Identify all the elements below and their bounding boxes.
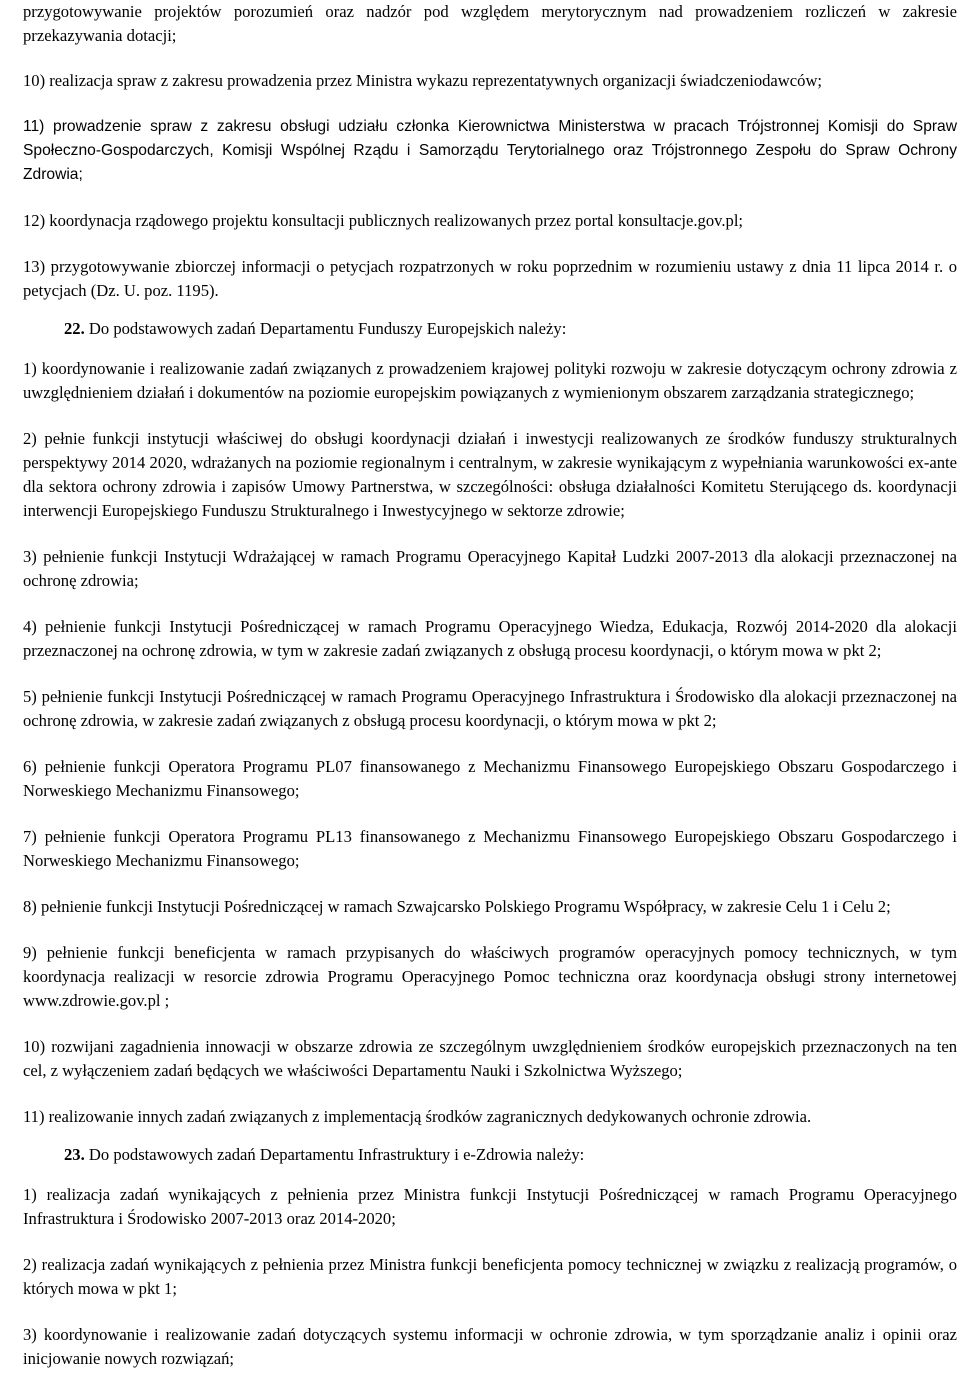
list-item: 4) pełnienie funkcji Instytucji Pośredniczącej w ramach Programu Operacyjnego Wiedza, Edukacja, Rozwój 2014-2020 dla alokacji przeznaczonej na ochronę zdrowia, w tym w zakresie zadań związanych z obsługą procesu koordynacji, o którym mowa w pkt 2; <box>23 617 957 660</box>
list-item: 6) pełnienie funkcji Operatora Programu PL07 finansowanego z Mechanizmu Finansowego Europejskiego Obszaru Gospodarczego i Norweskiego Mechanizmu Finansowego; <box>23 757 957 800</box>
section-heading-text: Do podstawowych zadań Departamentu Funduszy Europejskich należy: <box>88 319 567 338</box>
list-item: 10) rozwijani zagadnienia innowacji w obszarze zdrowia ze szczególnym uwzględnieniem środków europejskich przeznaczonych na ten cel, z wyłączeniem zadań będących we właściwości Departamentu Nauki i Szkolnictwa Wyższego; <box>23 1037 957 1080</box>
list-item: 2) realizacja zadań wynikających z pełnienia przez Ministra funkcji beneficjenta pomocy technicznej w związku z realizacją programów, o których mowa w pkt 1; <box>23 1255 957 1298</box>
list-item: 5) pełnienie funkcji Instytucji Pośredniczącej w ramach Programu Operacyjnego Infrastruktura i Środowisko dla alokacji przeznaczonej na ochronę zdrowia, w zakresie zadań związanych z obsługą procesu koordynacji, o którym mowa w pkt 2; <box>23 687 957 730</box>
list-item: 3) pełnienie funkcji Instytucji Wdrażającej w ramach Programu Operacyjnego Kapitał Ludzki 2007-2013 dla alokacji przeznaczonej na ochronę zdrowia; <box>23 547 957 590</box>
list-item: 11) prowadzenie spraw z zakresu obsługi udziału członka Kierownictwa Ministerstwa w pracach Trójstronnej Komisji do Spraw Społeczno-Gospodarczych, Komisji Wspólnej Rządu i Samorządu Terytorialnego oraz Trójstronnego Zespołu do Spraw Ochrony Zdrowia; <box>23 118 957 183</box>
list-item: 1) realizacja zadań wynikających z pełnienia przez Ministra funkcji Instytucji Pośredniczącej w ramach Programu Operacyjnego Infrastruktura i Środowisko 2007-2013 oraz 2014-2020; <box>23 1185 957 1228</box>
section-number: 22. <box>64 319 85 338</box>
list-item: 7) pełnienie funkcji Operatora Programu PL13 finansowanego z Mechanizmu Finansowego Europejskiego Obszaru Gospodarczego i Norweskiego Mechanizmu Finansowego; <box>23 827 957 870</box>
section-heading <box>23 1140 957 1173</box>
list-item: 10) realizacja spraw z zakresu prowadzenia przez Ministra wykazu reprezentatywnych organizacji świadczeniodawców; <box>23 71 823 90</box>
list-item: 11) realizowanie innych zadań związanych z implementacją środków zagranicznych dedykowanych ochronie zdrowia. <box>23 1107 812 1126</box>
list-item: 3) koordynowanie i realizowanie zadań dotyczących systemu informacji w ochronie zdrowia, w tym sporządzanie analiz i opinii oraz inicjowanie nowych rozwiązań; <box>23 1325 957 1368</box>
section-heading-text: Do podstawowych zadań Departamentu Infrastruktury i e-Zdrowia należy: <box>88 1145 585 1164</box>
section-number: 23. <box>64 1145 85 1164</box>
list-item: przygotowywanie projektów porozumień oraz nadzór pod względem merytorycznym nad prowadzeniem rozliczeń w zakresie przekazywania dotacji; <box>23 2 957 45</box>
list-item: 8) pełnienie funkcji Instytucji Pośredniczącej w ramach Szwajcarsko Polskiego Programu Współpracy, w zakresie Celu 1 i Celu 2; <box>23 897 891 916</box>
list-item: 12) koordynacja rządowego projektu konsultacji publicznych realizowanych przez portal konsultacje.gov.pl; <box>23 211 744 230</box>
list-item: 9) pełnienie funkcji beneficjenta w ramach przypisanych do właściwych programów operacyjnych pomocy technicznych, w tym koordynacja realizacji w resorcie zdrowia Programu Operacyjnego Pomoc techniczna oraz koordynacja obsługi strony internetowej www.zdrowie.gov.pl ; <box>23 943 957 1010</box>
list-item: 13) przygotowywanie zbiorczej informacji o petycjach rozpatrzonych w roku poprzednim w rozumieniu ustawy z dnia 11 lipca 2014 r. o petycjach (Dz. U. poz. 1195). <box>23 257 957 300</box>
section-heading <box>23 314 957 347</box>
list-item: 2) pełnie funkcji instytucji właściwej do obsługi koordynacji działań i inwestycji realizowanych ze środków funduszy strukturalnych perspektywy 2014 2020, wdrażanych na poziomie regionalnym i centralnym, w zakresie wynikającym z wypełniania warunkowości ex-ante dla sektora ochrony zdrowia i zapisów Umowy Partnerstwa, w szczególności: obsługa działalności Komitetu Sterującego ds. koordynacji interwencji Europejskiego Funduszu Strukturalnego i Inwestycyjnego w sektorze zdrowie; <box>23 429 957 520</box>
list-item: 1) koordynowanie i realizowanie zadań związanych z prowadzeniem krajowej polityki rozwoju w zakresie dotyczącym ochrony zdrowia z uwzględnieniem działań i dokumentów na poziomie europejskim powiązanych z wymienionym obszarem zarządzania strategicznego; <box>23 359 957 402</box>
